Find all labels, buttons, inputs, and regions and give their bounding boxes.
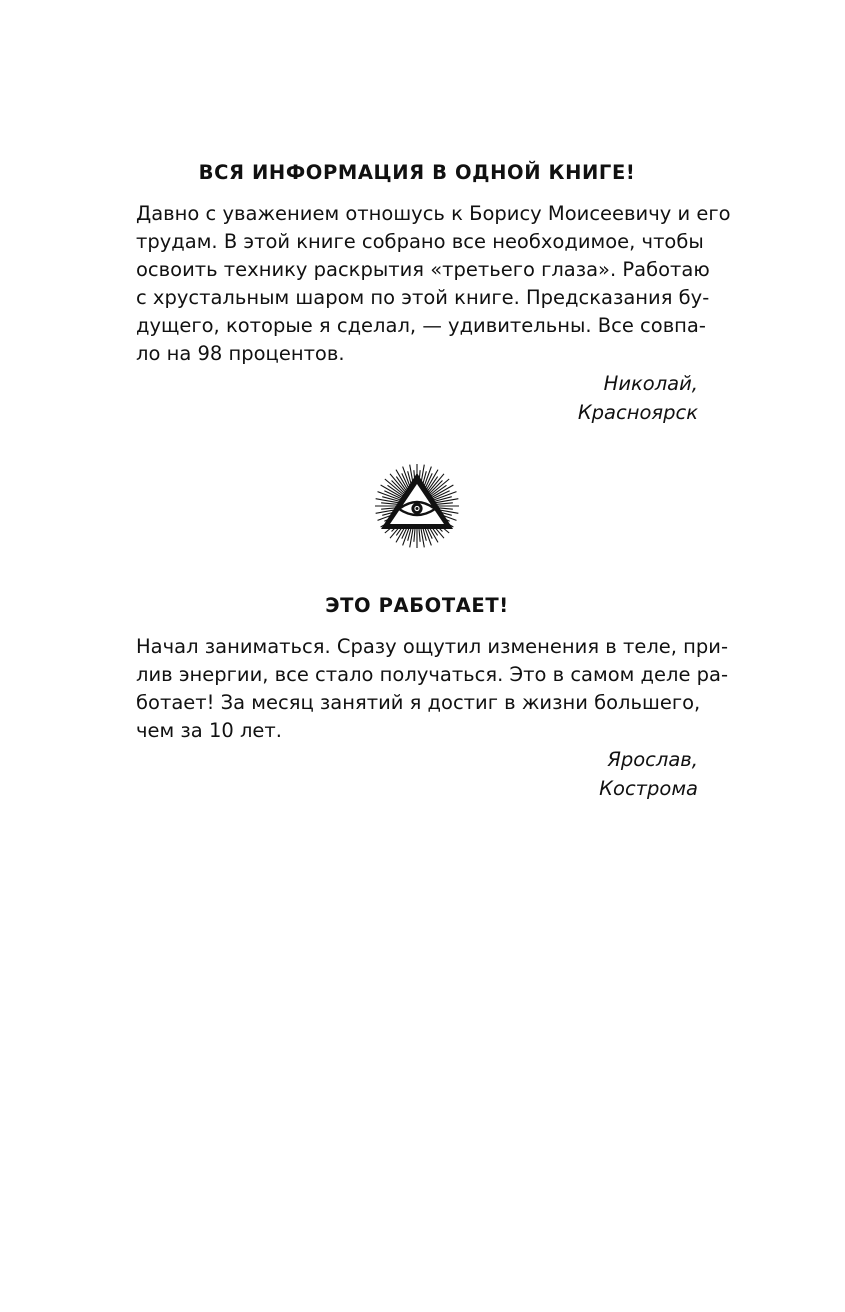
author-name: Ярослав, — [607, 748, 698, 771]
review-heading: ЭТО РАБОТАЕТ! — [325, 594, 509, 617]
author-city: Кострома — [599, 777, 698, 800]
text-line: лив энергии, все стало получаться. Это в самом деле ра- — [136, 663, 729, 686]
review-heading: ВСЯ ИНФОРМАЦИЯ В ОДНОЙ КНИГЕ! — [198, 161, 636, 184]
text-line: Начал заниматься. Сразу ощутил изменения в теле, при- — [136, 635, 729, 658]
review-text — [136, 633, 729, 745]
text-line: чем за 10 лет. — [136, 719, 282, 742]
text-line: ло на 98 процентов. — [136, 342, 345, 365]
review-signature — [599, 745, 698, 803]
text-line: ботает! За месяц занятий я достиг в жизни большего, — [136, 691, 701, 714]
text-line: с хрустальным шаром по этой книге. Предсказания бу- — [136, 286, 710, 309]
all-seeing-eye-icon — [374, 463, 460, 549]
text-line: Давно с уважением отношусь к Борису Моисеевичу и его — [136, 202, 731, 225]
review-signature — [578, 369, 698, 427]
review-text — [136, 200, 731, 368]
text-line: трудам. В этой книге собрано все необходимое, чтобы — [136, 230, 704, 253]
author-city: Красноярск — [577, 401, 698, 424]
author-name: Николай, — [603, 372, 698, 395]
text-line: дущего, которые я сделал, — удивительны. Все совпа- — [136, 314, 706, 337]
text-line: освоить технику раскрытия «третьего глаза». Работаю — [136, 258, 710, 281]
